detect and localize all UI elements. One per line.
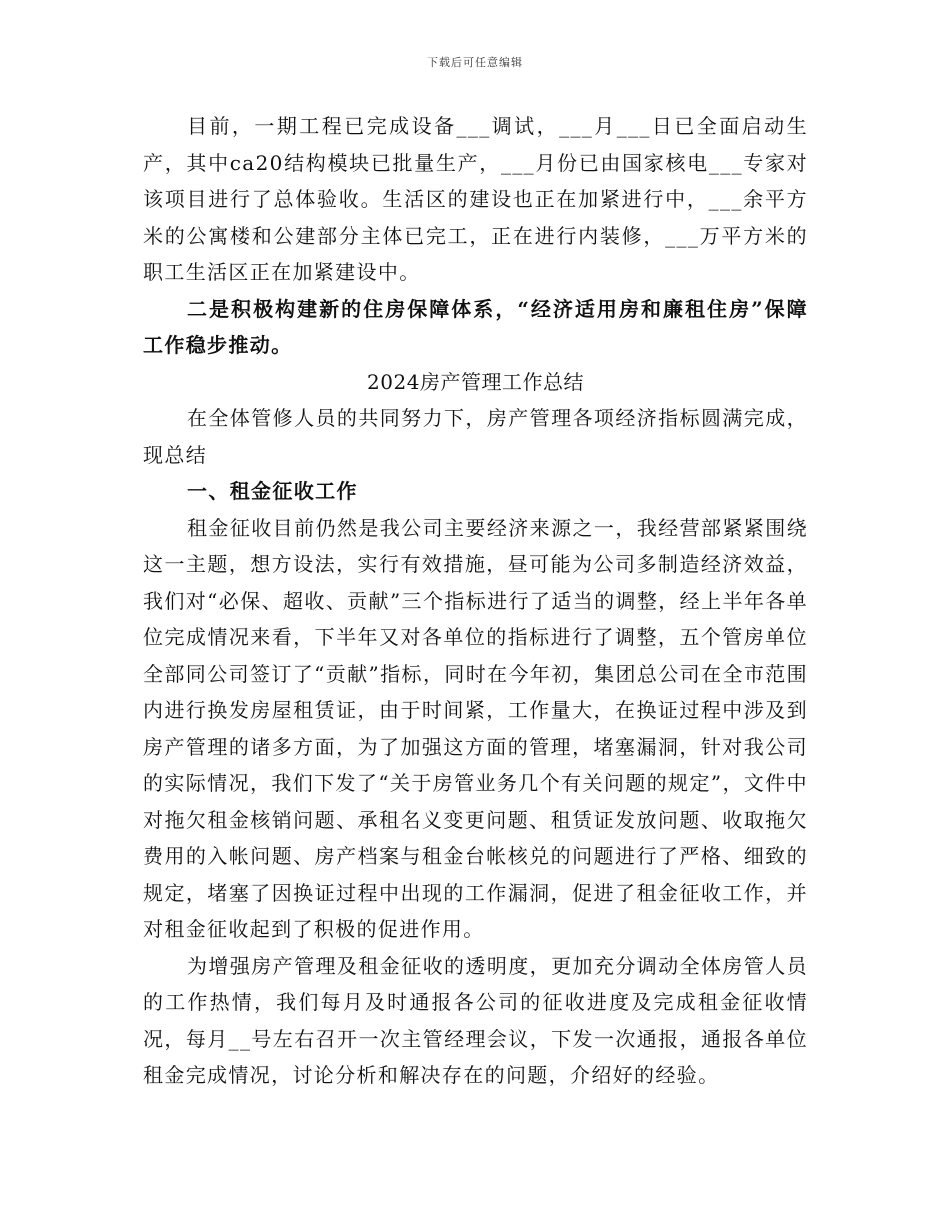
- document-body: [143, 108, 808, 1094]
- document-title: 2024房产管理工作总结: [367, 369, 584, 394]
- paragraph-housing-security: 二是积极构建新的住房保障体系，“经济适用房和廉租住房”保障工作稳步推动。: [143, 296, 808, 357]
- paragraph-transparency: 为增强房产管理及租金征收的透明度，更加充分调动全体房管人员的工作热情，我们每月及时通报各公司的征收进度及完成租金征收情况，每月__号左右召开一次主管经理会议，下发一次通报，通报各单位租金完成情况，讨论分析和解决存在的问题，介绍好的经验。: [143, 953, 808, 1087]
- paragraph-progress: 目前，一期工程已完成设备___调试，___月___日已全面启动生产，其中ca20结构模块已批量生产，___月份已由国家核电___专家对该项目进行了总体验收。生活区的建设也正在加紧进行中，___余平方米的公寓楼和公建部分主体已完工，正在进行内装修，___万平方米的职工生活区正在加紧建设中。: [143, 114, 808, 284]
- page-header: 下载后可任意编辑: [427, 56, 523, 69]
- section-heading-rent-collection: 一、租金征收工作: [187, 479, 358, 503]
- paragraph-intro: 在全体管修人员的共同努力下，房产管理各项经济指标圆满完成，现总结: [143, 406, 808, 467]
- paragraph-rent-collection: 租金征收目前仍然是我公司主要经济来源之一，我经营部紧紧围绕这一主题，想方设法，实行有效措施，昼可能为公司多制造经济效益，我们对“必保、超收、贡献”三个指标进行了适当的调整，经上半年各单位完成情况来看，下半年又对各单位的指标进行了调整，五个管房单位全部同公司签订了“贡献”指标，同时在今年初，集团总公司在全市范围内进行换发房屋租赁证，由于时间紧，工作量大，在换证过程中涉及到房产管理的诸多方面，为了加强这方面的管理，堵塞漏洞，针对我公司的实际情况，我们下发了“关于房管业务几个有关问题的规定”，文件中对拖欠租金核销问题、承租名义变更问题、租赁证发放问题、收取拖欠费用的入帐问题、房产档案与租金台帐核兑的问题进行了严格、细致的规定，堵塞了因换证过程中出现的工作漏洞，促进了租金征收工作，并对租金征收起到了积极的促进作用。: [143, 515, 808, 941]
